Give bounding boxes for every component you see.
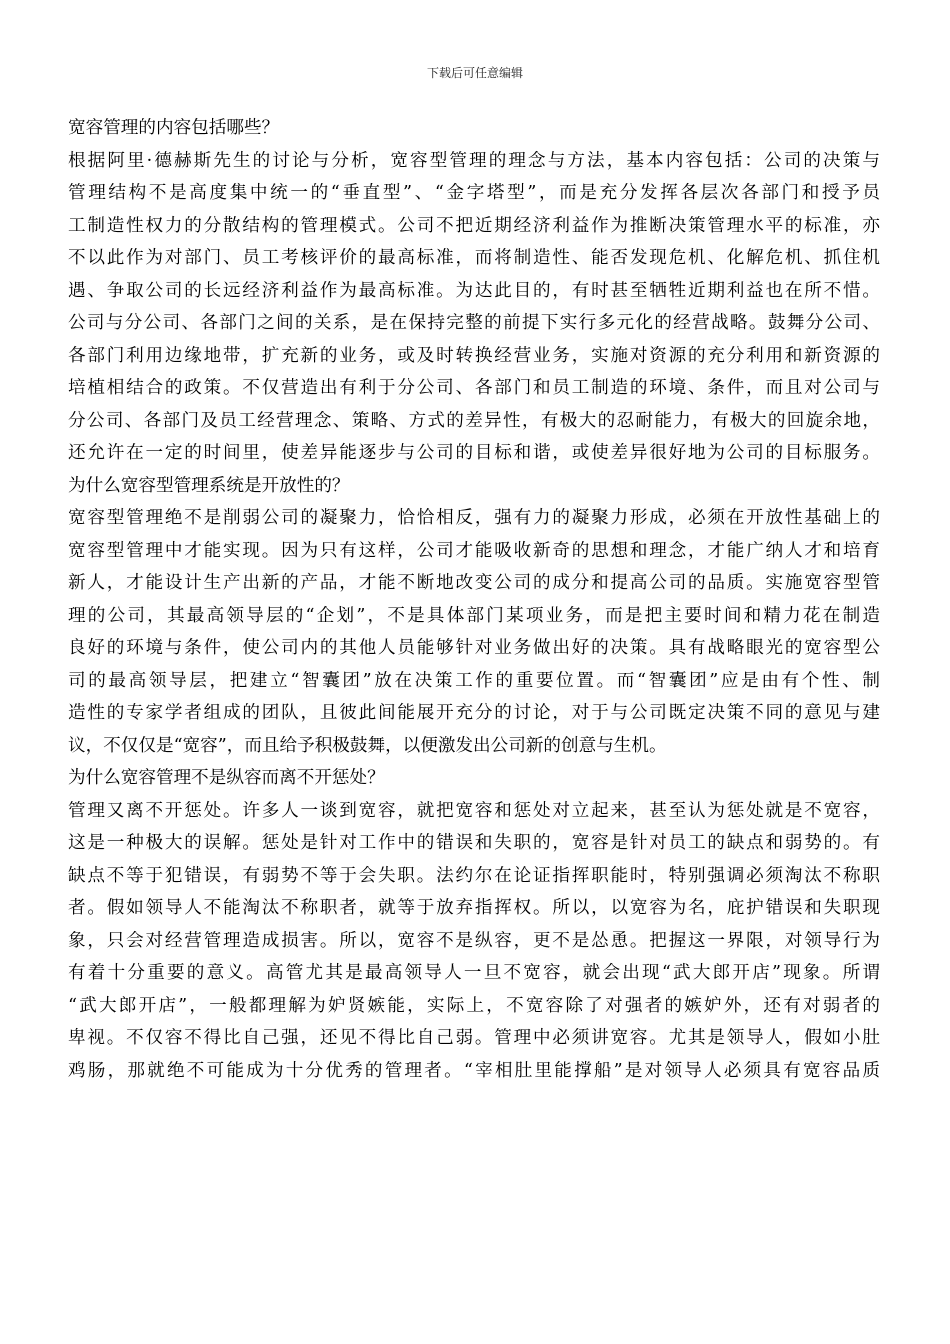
text-line: 还允许在一定的时间里，使差异能逐步与公司的目标和谐，或使差异很好地为公司的目标服务。: [68, 443, 880, 463]
text-line: 有着十分重要的意义。高管尤其是最高领导人一旦不宽容，就会出现“武大郎开店”现象。所谓: [68, 963, 880, 983]
page-header-note: 下载后可任意编辑: [426, 66, 523, 80]
text-line: 工制造性权力的分散结构的管理模式。公司不把近期经济利益作为推断决策管理水平的标准，亦: [68, 215, 880, 236]
text-line: 宽容型管理中才能实现。因为只有这样，公司才能吸收新奇的思想和理念，才能广纳人才和培育: [68, 540, 880, 561]
text-line: 鸡肠，那就绝不可能成为十分优秀的管理者。“宰相肚里能撑船”是对领导人必须具有宽容品质: [68, 1060, 880, 1081]
text-line: 议，不仅仅是“宽容”，而且给予积极鼓舞，以便激发出公司新的创意与生机。: [68, 735, 667, 756]
text-line: 卑视。不仅容不得比自己强，还见不得比自己弱。管理中必须讲宽容。尤其是领导人，假如小肚: [68, 1028, 880, 1048]
text-line: 象，只会对经营管理造成损害。所以，宽容不是纵容，更不是怂恿。把握这一界限，对领导行为: [68, 930, 880, 951]
text-line: “武大郎开店”，一般都理解为妒贤嫉能，实际上，不宽容除了对强者的嫉妒外，还有对弱者的: [68, 995, 880, 1016]
text-line: 管理结构不是高度集中统一的“垂直型”、“金字塔型”，而是充分发挥各层次各部门和授予员: [68, 183, 880, 203]
text-line: 良好的环境与条件，使公司内的其他人员能够针对业务做出好的决策。具有战略眼光的宽容型公: [68, 638, 880, 658]
text-line: 者。假如领导人不能淘汰不称职者，就等于放弃指挥权。所以，以宽容为名，庇护错误和失职现: [68, 898, 880, 918]
text-line: 宽容管理的内容包括哪些？: [68, 118, 280, 138]
text-line: 培植相结合的政策。不仅营造出有利于分公司、各部门和员工制造的环境、条件，而且对公司与: [68, 378, 880, 398]
text-line: 不以此作为对部门、员工考核评价的最高标准，而将制造性、能否发现危机、化解危机、抓住机: [68, 248, 880, 268]
document-body: [68, 112, 880, 1087]
text-line: 理的公司，其最高领导层的“企划”，不是具体部门某项业务，而是把主要时间和精力花在制造: [68, 605, 880, 626]
text-line: 缺点不等于犯错误，有弱势不等于会失职。法约尔在论证指挥职能时，特别强调必须淘汰不称职: [68, 865, 880, 886]
text-line: 司的最高领导层，把建立“智囊团”放在决策工作的重要位置。而“智囊团”应是由有个性、制: [68, 670, 880, 691]
text-line: 根据阿里·德赫斯先生的讨论与分析，宽容型管理的理念与方法，基本内容包括：公司的决策与: [68, 150, 880, 171]
text-line: 为什么宽容管理不是纵容而离不开惩处？: [68, 768, 385, 788]
text-line: 分公司、各部门及员工经营理念、策略、方式的差异性，有极大的忍耐能力，有极大的回旋余地，: [68, 410, 880, 431]
text-line: 公司与分公司、各部门之间的关系，是在保持完整的前提下实行多元化的经营战略。鼓舞分公司、: [68, 313, 880, 333]
text-line: 为什么宽容型管理系统是开放性的？: [68, 475, 350, 496]
text-line: 管理又离不开惩处。许多人一谈到宽容，就把宽容和惩处对立起来，甚至认为惩处就是不宽容，: [68, 800, 880, 821]
text-line: 宽容型管理绝不是削弱公司的凝聚力，恰恰相反，强有力的凝聚力形成，必须在开放性基础上的: [68, 508, 880, 528]
text-line: 这是一种极大的误解。惩处是针对工作中的错误和失职的，宽容是针对员工的缺点和弱势的。有: [68, 833, 880, 853]
text-line: 新人，才能设计生产出新的产品，才能不断地改变公司的成分和提高公司的品质。实施宽容型管: [68, 573, 880, 593]
text-line: 遇、争取公司的长远经济利益作为最高标准。为达此目的，有时甚至牺牲近期利益也在所不惜。: [68, 280, 880, 301]
text-line: 各部门利用边缘地带，扩充新的业务，或及时转换经营业务，实施对资源的充分利用和新资源的: [68, 345, 880, 366]
text-line: 造性的专家学者组成的团队，且彼此间能展开充分的讨论，对于与公司既定决策不同的意见与建: [68, 703, 880, 723]
